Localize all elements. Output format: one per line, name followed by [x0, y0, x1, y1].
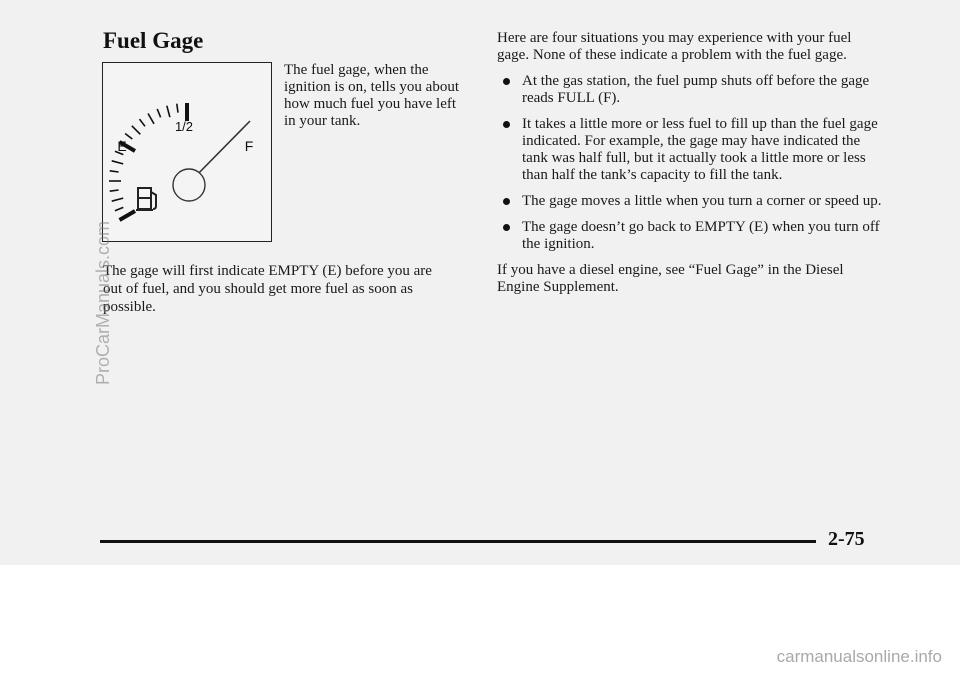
- gauge-tick: [115, 207, 123, 210]
- fuel-gauge-diagram: [103, 63, 271, 241]
- gauge-full-label: F: [244, 138, 254, 154]
- gauge-tick: [167, 106, 170, 118]
- list-item-text: At the gas station, the fuel pump shuts off before the gage reads FULL (F).: [522, 73, 870, 106]
- situations-list: [497, 73, 882, 253]
- gauge-tick: [110, 190, 119, 191]
- list-item-text: The gage doesn’t go back to EMPTY (E) when you turn off the ignition.: [522, 219, 880, 252]
- bullet-icon: [503, 121, 510, 128]
- section-title: Fuel Gage: [103, 28, 204, 53]
- list-item: [497, 193, 882, 210]
- gauge-tick: [120, 211, 136, 220]
- empty-paragraph: The gage will first indicate EMPTY (E) before you are out of fuel, and you should get more fuel as soon as possible.: [103, 263, 432, 315]
- list-item: [497, 219, 882, 253]
- side-watermark: ProCarManuals.com: [93, 220, 113, 385]
- fuel-gauge-illustration: [102, 62, 272, 242]
- bottom-watermark: carmanualsonline.info: [776, 647, 942, 666]
- fuel-pump-icon: [136, 188, 156, 210]
- situations-column: [497, 30, 882, 296]
- gauge-tick: [112, 161, 124, 164]
- gauge-half-label: 1/2: [174, 119, 194, 134]
- gauge-tick: [140, 119, 146, 126]
- gauge-tick: [177, 104, 178, 113]
- gauge-tick: [132, 126, 141, 135]
- bullet-icon: [503, 78, 510, 85]
- list-item: [497, 116, 882, 184]
- bullet-icon: [503, 198, 510, 205]
- gauge-tick: [112, 198, 124, 201]
- gauge-description: The fuel gage, when the ignition is on, tells you about how much fuel you have left in your tank.: [284, 62, 459, 129]
- situations-intro: Here are four situations you may experience with your fuel gage. None of these indicate a problem with the fuel gage.: [497, 30, 852, 63]
- gauge-hub-icon: [173, 169, 205, 201]
- gauge-tick: [110, 171, 119, 172]
- bullet-icon: [503, 224, 510, 231]
- footer-divider: [100, 540, 816, 543]
- page-number: 2-75: [828, 528, 865, 550]
- gauge-tick: [157, 109, 160, 117]
- list-item: [497, 73, 882, 107]
- diesel-note: If you have a diesel engine, see “Fuel Gage” in the Diesel Engine Supplement.: [497, 262, 844, 295]
- list-item-text: It takes a little more or less fuel to fill up than the fuel gage indicated. For example, the gage may have indicated the tank was half full, but it actually took a little more or less than half the tank’s capacity to fill the tank.: [522, 116, 878, 183]
- list-item-text: The gage moves a little when you turn a corner or speed up.: [522, 193, 882, 209]
- gauge-empty-label: E: [117, 138, 127, 154]
- gauge-tick: [148, 114, 154, 124]
